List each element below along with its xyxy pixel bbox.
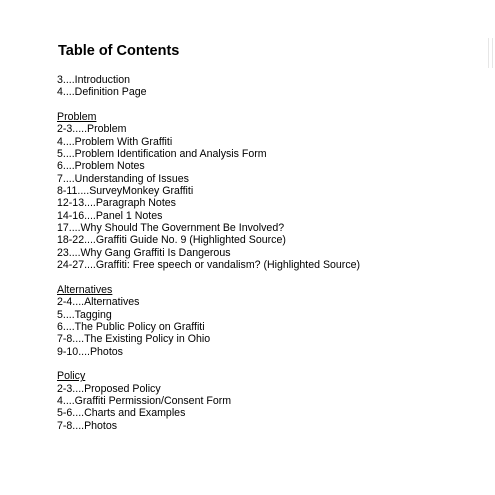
toc-entry: 6....The Public Policy on Graffiti (57, 320, 205, 333)
toc-entry: 2-4....Alternatives (57, 296, 140, 309)
page-edge-marker (488, 38, 493, 68)
toc-entry: 8-11....SurveyMonkey Graffiti (57, 185, 194, 198)
toc-entry: 4....Definition Page (57, 86, 147, 99)
toc-entry: 9-10....Photos (57, 345, 123, 358)
toc-entry: 18-22....Graffiti Guide No. 9 (Highlighted Source) (57, 234, 286, 247)
section-heading-policy: Policy (57, 370, 86, 383)
toc-entry: 5....Tagging (57, 308, 112, 321)
section-spacer (57, 99, 360, 111)
toc-entry: 4....Problem With Graffiti (57, 135, 173, 148)
toc-entry: 7-8....Photos (57, 419, 118, 432)
toc-entry: 5....Problem Identification and Analysis Form (57, 148, 267, 161)
toc-entry: 14-16....Panel 1 Notes (57, 209, 163, 222)
toc-entry: 3....Introduction (57, 74, 131, 86)
toc-entry: 23....Why Gang Graffiti Is Dangerous (57, 246, 231, 259)
toc-entry: 7....Understanding of Issues (57, 172, 189, 185)
toc-entry: 5-6....Charts and Examples (57, 407, 186, 420)
section-heading-alternatives: Alternatives (57, 283, 113, 296)
toc-entry: 24-27....Graffiti: Free speech or vandalism? (Highlighted Source) (57, 259, 361, 272)
section-spacer (57, 358, 360, 370)
page-title: Table of Contents (58, 43, 180, 59)
section-spacer (57, 272, 360, 284)
toc-entry: 7-8....The Existing Policy in Ohio (57, 333, 211, 346)
toc-entry: 2-3.....Problem (57, 123, 127, 136)
toc-entry: 17....Why Should The Government Be Involved? (57, 222, 285, 235)
toc-entry: 6....Problem Notes (57, 160, 145, 173)
toc-entry: 4....Graffiti Permission/Consent Form (57, 394, 232, 407)
section-heading-problem: Problem (57, 111, 97, 124)
toc-entry: 2-3....Proposed Policy (57, 382, 161, 395)
table-of-contents (57, 74, 360, 432)
toc-entry: 12-13....Paragraph Notes (57, 197, 176, 210)
